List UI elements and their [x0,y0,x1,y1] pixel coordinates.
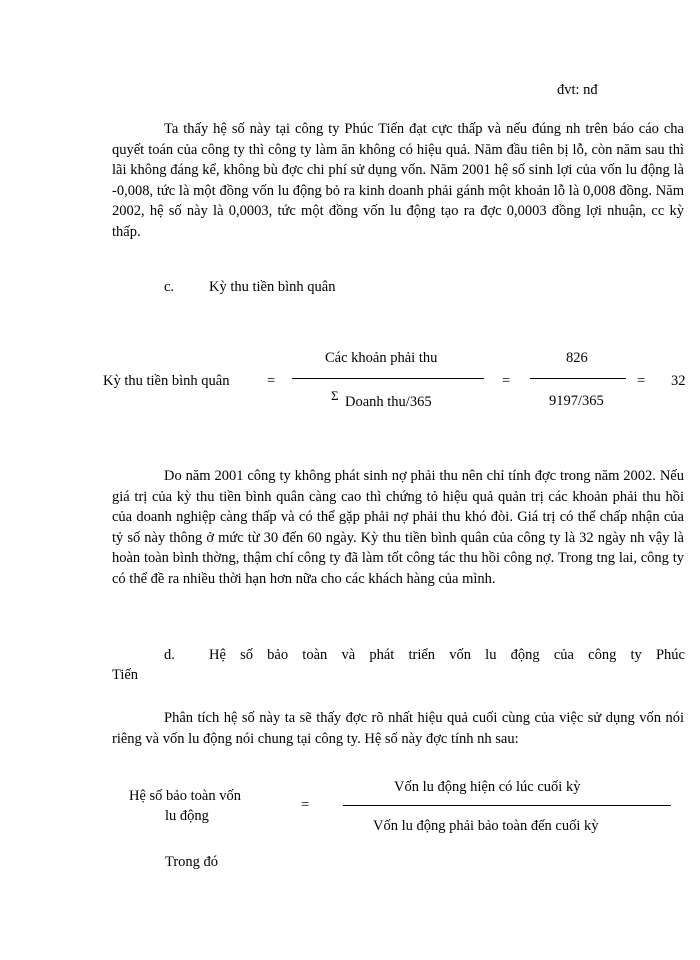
formula1-fraction-bar-2 [530,378,626,379]
sigma-symbol: Σ [331,388,339,403]
formula2-equals: = [301,797,310,813]
formula2-lhs-line1: Hệ số bảo toàn vốn [129,788,241,804]
formula1-denominator: Doanh thu/365 [345,394,432,410]
unit-label: đvt: nđ [557,82,598,98]
formula2-numerator: Vốn lu động hiện có lúc cuối kỳ [394,779,581,795]
section-d-marker: d. [164,647,175,663]
section-c-title: Kỳ thu tiền bình quân [209,279,336,295]
paragraph-ky-thu-tien: Do năm 2001 công ty không phát sinh nợ phải thu nên chỉ tính đợc trong năm 2002. Nếu giá trị của kỳ thu tiền bình quân càng cao thì chứng tỏ hiệu quả quản trị các khoản phải thu hồi của doanh nghiệp càng thấp và có thể gặp phải nợ phải thu khó đòi. Giá trị có thể chấp nhận của tỷ số này thông ở mức từ 30 đến 60 ngày. Kỳ thu tiền bình quân của công ty là 32 ngày nh vậy là hoàn toàn bình thờng, thậm chí công ty đã làm tốt công tác thu hồi công nợ. Trong tng lai, công ty có thể đề ra nhiều thời hạn hơn nữa cho các khách hàng của mình. [112,468,684,587]
formula2-lhs-line2: lu động [165,808,209,824]
formula1-equals-2: = [502,373,511,389]
formula1-numerator: Các khoản phải thu [325,350,438,366]
paragraph-bao-toan: Phân tích hệ số này ta sẽ thấy đợc rõ nhất hiệu quả cuối cùng của việc sử dụng vốn nói riêng và vốn lu động nói chung tại công ty. Hệ số này đợc tính nh sau: [112,710,684,747]
paragraph-sinh-loi: Ta thấy hệ số này tại công ty Phúc Tiến đạt cực thấp và nếu đúng nh trên báo cáo cha quyết toán của công ty thì công ty làm ăn không có hiệu quả. Năm đầu tiên bị lỗ, còn năm sau thì lãi không đáng kể, không bù đợc chi phí sử dụng vốn. Năm 2001 hệ số sinh lợi của vốn lu động là -0,008, tức là một đồng vốn lu động bỏ ra kinh doanh phải gánh một khoản lỗ là 0,008 đồng. Năm 2002, hệ số này là 0,0003, tức một đồng vốn lu động tạo ra đợc 0,0003 đồng lợi nhuận, cc kỳ thấp. [112,121,684,240]
formula1-equals-3: = [637,373,646,389]
formula1-result: 32 [671,373,686,389]
section-c-marker: c. [164,279,175,295]
formula1-numerator-2: 826 [566,350,588,366]
formula2-denominator: Vốn lu động phải bảo toàn đến cuối kỳ [373,818,599,834]
formula1-fraction-bar-1 [292,378,484,379]
closing-text: Trong đó [165,854,219,870]
section-d-title-line1: Hệ số bảo toàn và phát triển vốn lu động của công ty Phúc [209,647,685,663]
formula1-lhs: Kỳ thu tiền bình quân [103,373,230,389]
section-d-title-line2: Tiến [112,667,139,683]
formula1-equals-1: = [267,373,276,389]
formula2-fraction-bar [343,805,671,806]
formula1-denominator-2: 9197/365 [549,393,604,409]
